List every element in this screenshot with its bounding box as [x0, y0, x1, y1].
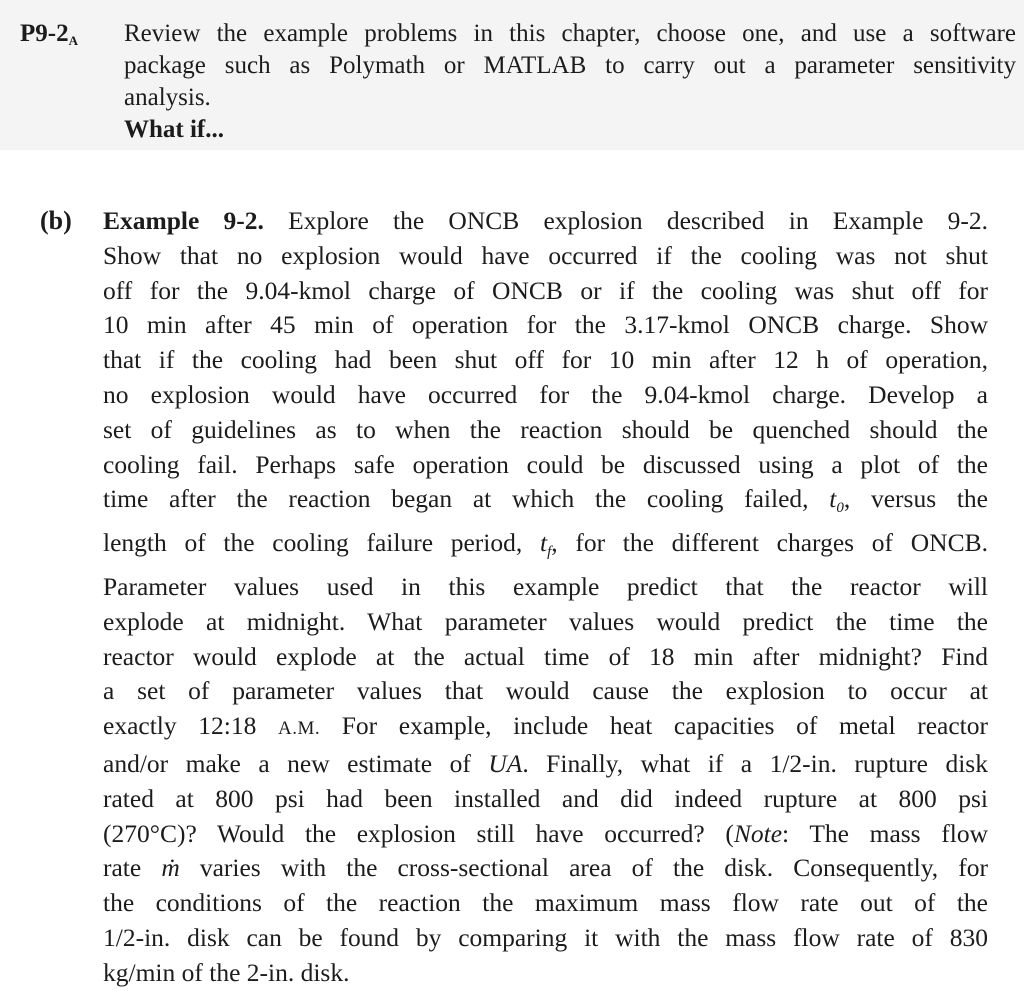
- text-line: set of guidelines as to when the reaction should be quenched should the: [103, 414, 988, 444]
- part-b-text: [103, 204, 988, 991]
- symbol-ua: UA: [488, 748, 523, 778]
- intro-line: analysis.: [124, 84, 211, 111]
- text-line: rate ṁ varies with the cross-sectional area of the disk. Consequently, for: [103, 853, 988, 883]
- text-line: the conditions of the reaction the maximum mass flow rate out of the: [103, 888, 988, 918]
- text-line: that if the cooling had been shut off for 10 min after 12 h of operation,: [103, 345, 988, 375]
- text-line: Show that no explosion would have occurred if the cooling was not shut: [103, 240, 988, 270]
- text-line: 10 min after 45 min of operation for the 3.17-kmol ONCB charge. Show: [103, 310, 988, 340]
- intro-line: package such as Polymath or MATLAB to carry out a parameter sensitivity: [124, 52, 1016, 79]
- text-line: length of the cooling failure period, $t_f$, for the different charges of ONCB.: [103, 528, 988, 561]
- what-if-heading: What if...: [124, 116, 224, 143]
- am-marker: A.M.: [277, 718, 321, 740]
- problem-statement-block: [0, 0, 1024, 150]
- text-line: kg/min of the 2-in. disk.: [103, 957, 350, 987]
- text-line: a set of parameter values that would cause the explosion to occur at: [103, 676, 988, 706]
- part-label: (b): [40, 206, 72, 235]
- text-line: rated at 800 psi had been installed and did indeed rupture at 800 psi: [103, 783, 988, 813]
- text-line: off for the 9.04-kmol charge of ONCB or if the cooling was shut off for: [103, 275, 988, 305]
- text-line: explode at midnight. What parameter values would predict the time the: [103, 606, 988, 636]
- text-line: (270°C)? Would the explosion still have occurred? (Note: The mass flow: [103, 818, 988, 848]
- problem-intro: [124, 18, 1016, 146]
- text-line: no explosion would have occurred for the 9.04-kmol charge. Develop a: [103, 379, 988, 409]
- text-line: Example 9-2. Explore the ONCB explosion described in Example 9-2.: [103, 206, 989, 235]
- text-line: cooling fail. Perhaps safe operation could be discussed using a plot of the: [103, 449, 988, 479]
- text-line: reactor would explode at the actual time of 18 min after midnight? Find: [103, 641, 988, 671]
- text-line: 1/2-in. disk can be found by comparing it with the mass flow rate of 830: [103, 922, 988, 952]
- text-line: and/or make a new estimate of UA. Finally, what if a 1/2-in. rupture disk: [103, 748, 988, 778]
- symbol-mdot: ṁ: [161, 853, 180, 883]
- text-line: Parameter values used in this example predict that the reactor will: [103, 571, 988, 601]
- symbol-t0: $t_0$: [829, 484, 844, 517]
- text-line: time after the reaction began at which the cooling failed, $t_0$, versus the: [103, 484, 989, 517]
- difficulty-level: A: [68, 33, 78, 48]
- problem-number: $P9-2_A$: [20, 20, 78, 48]
- note-label: Note: [733, 818, 783, 848]
- symbol-tf: $t_f$: [539, 528, 552, 561]
- text-line: exactly 12:18 A.M. For example, include heat capacities of metal reactor: [103, 711, 988, 741]
- intro-line: Review the example problems in this chapter, choose one, and use a software: [124, 20, 1016, 47]
- example-reference: Example 9-2.: [103, 206, 264, 235]
